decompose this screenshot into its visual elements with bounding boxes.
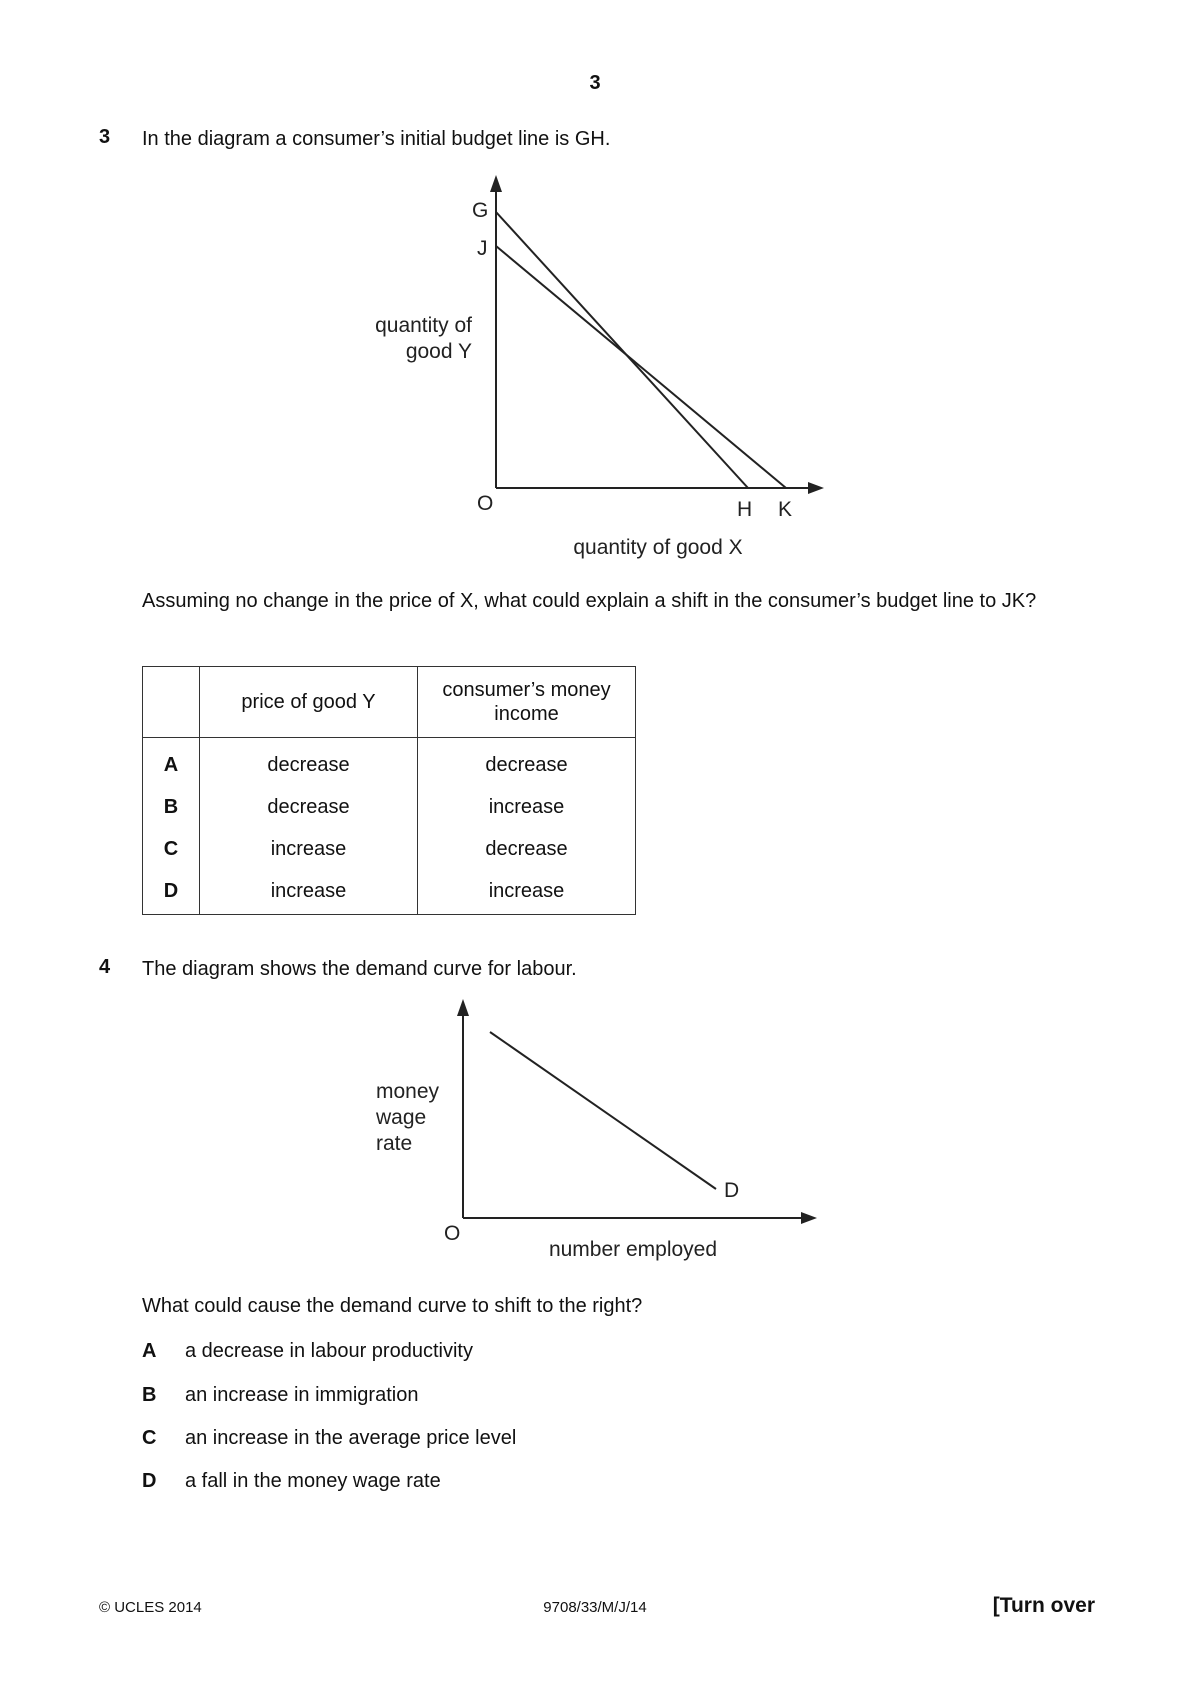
curve-d-label: D xyxy=(724,1179,740,1202)
header-price-y: price of good Y xyxy=(200,667,418,738)
table-row xyxy=(143,786,636,828)
option-letter: C xyxy=(142,1427,157,1449)
option-letter: B xyxy=(142,1384,157,1406)
cell-income: decrease xyxy=(418,738,636,787)
table-row xyxy=(143,870,636,915)
cell-income: increase xyxy=(418,786,636,828)
cell-price-y: decrease xyxy=(200,738,418,787)
row-letter: C xyxy=(143,828,200,870)
header-money-income-line2: income xyxy=(494,703,559,725)
row-letter: B xyxy=(143,786,200,828)
option-letter: D xyxy=(142,1470,157,1492)
cell-income: increase xyxy=(418,870,636,915)
option-text: a decrease in labour productivity xyxy=(185,1340,473,1362)
y-axis-label-line1: quantity of xyxy=(375,314,472,337)
labour-demand-diagram xyxy=(0,990,1190,1270)
y-axis-arrow xyxy=(457,999,469,1016)
x-axis-arrow xyxy=(801,1212,817,1224)
cell-price-y: increase xyxy=(200,870,418,915)
cell-price-y: increase xyxy=(200,828,418,870)
y-axis-label-line2: wage xyxy=(376,1106,427,1129)
table-row xyxy=(143,738,636,787)
origin-label: O xyxy=(477,492,494,515)
page-number: 3 xyxy=(589,72,601,94)
option-text: an increase in immigration xyxy=(185,1384,419,1406)
point-g-label: G xyxy=(472,199,489,222)
question-3-number: 3 xyxy=(99,126,111,148)
row-letter: A xyxy=(143,738,200,787)
turn-over-note: [Turn over xyxy=(992,1594,1095,1617)
footer-paper-code: 9708/33/M/J/14 xyxy=(543,1599,647,1616)
point-k-label: K xyxy=(778,498,793,521)
footer-copyright: © UCLES 2014 xyxy=(99,1599,202,1616)
point-h-label: H xyxy=(737,498,753,521)
option-text: a fall in the money wage rate xyxy=(185,1470,441,1492)
origin-label: O xyxy=(444,1222,461,1245)
option-text: an increase in the average price level xyxy=(185,1427,517,1449)
demand-curve xyxy=(490,1032,716,1189)
question-4-stem: The diagram shows the demand curve for labour. xyxy=(142,958,577,980)
x-axis-label: number employed xyxy=(548,1238,718,1261)
budget-line-diagram xyxy=(0,0,1190,580)
table-row xyxy=(143,828,636,870)
header-money-income xyxy=(418,667,636,738)
cell-income: decrease xyxy=(418,828,636,870)
y-axis-label-line2: good Y xyxy=(405,340,472,363)
row-letter: D xyxy=(143,870,200,915)
question-4-number: 4 xyxy=(99,956,111,978)
point-j-label: J xyxy=(477,237,488,260)
x-axis-label: quantity of good X xyxy=(573,536,743,559)
question-3-prompt: Assuming no change in the price of X, what could explain a shift in the consumer’s budget line to JK? xyxy=(142,590,1037,612)
table-corner-cell xyxy=(143,667,200,738)
question-3-stem: In the diagram a consumer’s initial budget line is GH. xyxy=(142,128,611,150)
y-axis-label-line3: rate xyxy=(376,1132,413,1155)
budget-line-jk xyxy=(496,246,786,488)
answer-table xyxy=(142,666,636,915)
question-4-prompt: What could cause the demand curve to shift to the right? xyxy=(142,1295,643,1317)
x-axis-arrow xyxy=(808,482,824,494)
cell-price-y: decrease xyxy=(200,786,418,828)
y-axis-label-line1: money xyxy=(376,1080,440,1103)
option-letter: A xyxy=(142,1340,157,1362)
y-axis-arrow xyxy=(490,175,502,192)
header-money-income-line1: consumer’s money xyxy=(442,679,611,701)
